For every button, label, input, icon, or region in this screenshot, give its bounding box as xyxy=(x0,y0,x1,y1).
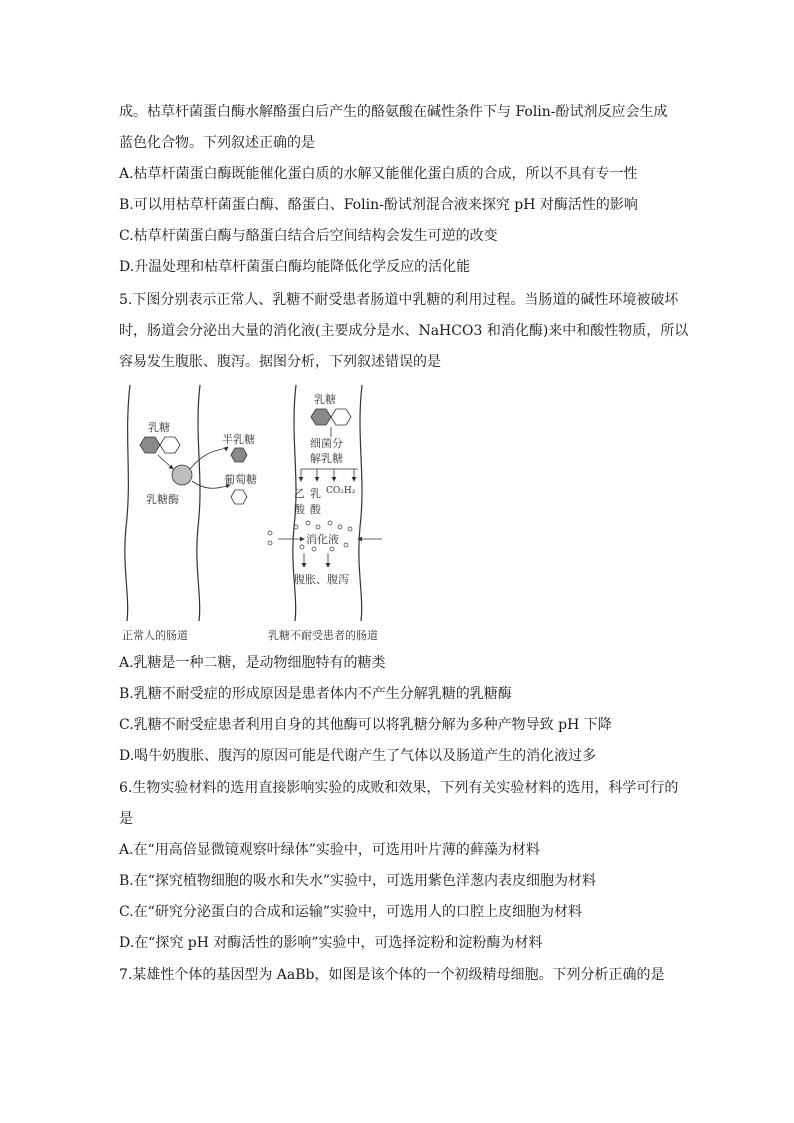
left-intestine-wall xyxy=(125,385,130,621)
glucose-hexagon xyxy=(231,490,247,504)
lactose-label: 乳糖 xyxy=(148,421,170,434)
question-line: 5.下图分别表示正常人、乳糖不耐受患者肠道中乳糖的利用过程。当肠道的碱性环境被破坏 xyxy=(119,292,679,308)
option-line: D.喝牛奶腹胀、腹泻的原因可能是代谢产生了气体以及肠道产生的消化液过多 xyxy=(119,748,597,764)
option-line: D.在“探究 pH 对酶活性的影响”实验中，可选择淀粉和淀粉酶为材料 xyxy=(119,935,543,951)
acetic-acid-label-1: 乙 xyxy=(294,487,305,500)
right-intestine-wall xyxy=(359,385,362,621)
lactase-enzyme xyxy=(172,465,192,485)
gas-label: CO₂H₂ xyxy=(326,486,356,496)
caption-intolerant: 乳糖不耐受患者的肠道 xyxy=(268,629,378,642)
glucose-label: 葡萄糖 xyxy=(224,473,257,486)
symptoms-label: 腹胀、腹泻 xyxy=(294,573,349,586)
lactose-hexagon-light xyxy=(160,437,180,453)
lactose-hexagon-light-right xyxy=(331,409,351,425)
lactose-label-right: 乳糖 xyxy=(314,393,336,406)
lactose-hexagon-dark-right xyxy=(311,409,331,425)
lactase-label: 乳糖酶 xyxy=(146,493,179,506)
option-line: B.可以用枯草杆菌蛋白酶、酪蛋白、Folin-酚试剂混合液来探究 pH 对酶活性的影响 xyxy=(119,197,638,213)
text-line: 蓝色化合物。下列叙述正确的是 xyxy=(119,135,315,151)
lactic-acid-label-1: 乳 xyxy=(310,487,321,500)
option-line: A.在“用高倍显微镜观察叶绿体”实验中，可选用叶片薄的藓藻为材料 xyxy=(119,842,540,858)
galactose-hexagon xyxy=(231,448,247,462)
question-line: 6.生物实验材料的选用直接影响实验的成败和效果，下列有关实验材料的选用，科学可行的 xyxy=(119,780,679,796)
option-line: C.枯草杆菌蛋白酶与酪蛋白结合后空间结构会发生可逆的改变 xyxy=(119,228,498,244)
text-line: 成。枯草杆菌蛋白酶水解酪蛋白后产生的酪氨酸在碱性条件下与 Folin-酚试剂反应会生成 xyxy=(119,104,668,120)
lactic-acid-label-2: 酸 xyxy=(310,503,321,516)
left-intestine-wall xyxy=(197,385,200,621)
option-line: A.枯草杆菌蛋白酶既能催化蛋白质的水解又能催化蛋白质的合成，所以不具有专一性 xyxy=(119,166,638,182)
question-line: 时，肠道会分泌出大量的消化液(主要成分是水、NaHCO3 和消化酶)来中和酸性物质，所以 xyxy=(119,323,689,339)
option-line: B.在“探究植物细胞的吸水和失水”实验中，可选用紫色洋葱内表皮细胞为材料 xyxy=(119,873,597,889)
question-line: 容易发生腹胀、腹泻。据图分析，下列叙述错误的是 xyxy=(119,354,441,370)
intestine-diagram xyxy=(118,377,418,647)
galactose-label: 半乳糖 xyxy=(222,433,255,446)
caption-normal: 正常人的肠道 xyxy=(122,629,188,642)
acetic-acid-label-2: 酸 xyxy=(294,503,305,516)
bacteria-label-1: 细菌分 xyxy=(310,437,343,450)
lactose-hexagon-dark xyxy=(140,437,160,453)
question-line: 7.某雄性个体的基因型为 AaBb，如图是该个体的一个初级精母细胞。下列分析正确的是 xyxy=(119,967,665,983)
intestine-figure xyxy=(118,377,418,647)
bacteria-label-2: 解乳糖 xyxy=(310,452,343,465)
option-line: C.在“研究分泌蛋白的合成和运输”实验中，可选用人的口腔上皮细胞为材料 xyxy=(119,904,582,920)
option-line: A.乳糖是一种二糖，是动物细胞特有的糖类 xyxy=(119,655,386,671)
option-line: D.升温处理和枯草杆菌蛋白酶均能降低化学反应的活化能 xyxy=(119,259,471,275)
question-line: 是 xyxy=(119,811,133,827)
digestive-fluid-label: 消化液 xyxy=(306,533,339,546)
option-line: B.乳糖不耐受症的形成原因是患者体内不产生分解乳糖的乳糖酶 xyxy=(119,686,512,702)
option-line: C.乳糖不耐受症患者利用自身的其他酶可以将乳糖分解为多种产物导致 pH 下降 xyxy=(119,717,612,733)
